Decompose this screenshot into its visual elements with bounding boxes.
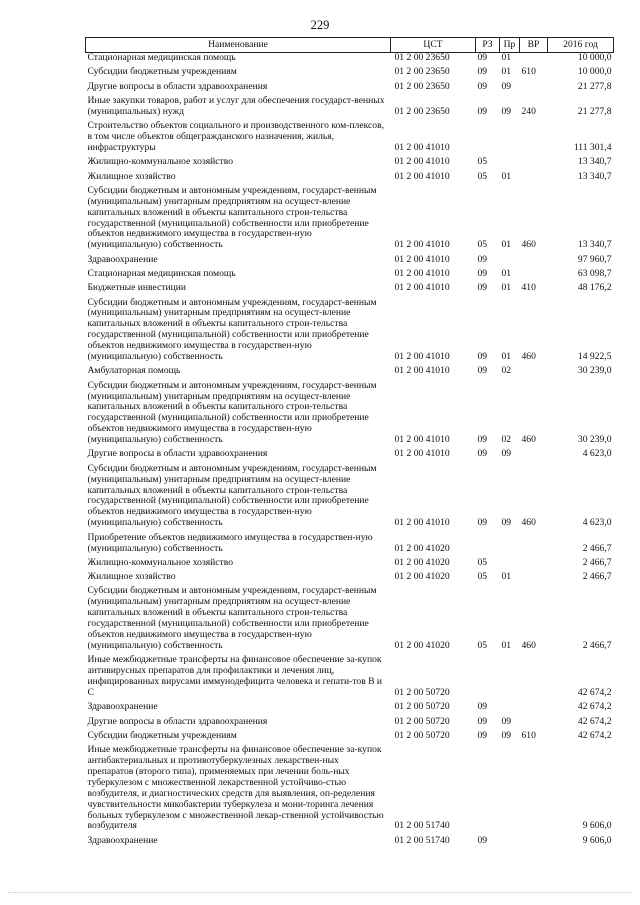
- cell-vr: 610: [521, 67, 536, 78]
- cell-name: Иные межбюджетные трансферты на финансовое обеспечение за-купок антивирусных препаратов для профилактики и лечения лиц, инфицированных вирусами иммунодефицита человека и гепати-тов В и С: [87, 655, 383, 698]
- cell-vr: [520, 366, 548, 380]
- cell-rz: 09: [477, 52, 488, 63]
- cell-pr: 09: [501, 517, 512, 529]
- cell-rz: 09: [477, 730, 488, 741]
- table-body: [86, 53, 614, 851]
- cell-sum: 21 277,8: [577, 105, 612, 117]
- cell-sum: 9 606,0: [582, 820, 612, 832]
- cell-cst: 01 2 00 23650: [394, 81, 450, 92]
- cell-pr: 01: [501, 572, 512, 583]
- cell-sum: 2 466,7: [582, 557, 612, 568]
- cell-vr: [520, 558, 548, 572]
- cell-pr: 02: [501, 366, 512, 377]
- cell-sum: 42 674,2: [577, 686, 612, 698]
- table-row: [86, 121, 614, 157]
- cell-rz: 09: [477, 81, 488, 92]
- cell-name: Иные закупки товаров, работ и услуг для обеспечения государст-венных (муниципальных) нужд: [87, 95, 385, 117]
- cell-sum: 14 922,5: [577, 351, 612, 363]
- cell-pr: [500, 255, 520, 269]
- cell-rz: [476, 655, 500, 702]
- cell-pr: 09: [501, 81, 512, 92]
- cell-sum: 10 000,0: [577, 67, 612, 78]
- cell-name: Амбулаторная помощь: [87, 366, 181, 377]
- cell-pr: [500, 121, 520, 157]
- cell-vr: [520, 572, 548, 586]
- table-row: [86, 586, 614, 655]
- cell-sum: 13 340,7: [577, 239, 612, 251]
- cell-rz: 09: [477, 434, 488, 446]
- table-row: [86, 96, 614, 121]
- cell-name: Субсидии бюджетным и автономным учреждениям, государст-венным (муниципальным) унитарным предприятиям на осущест-вление капитальных вложений в объекты капитального строи-тельства государственной (муниципальной) собственности или приобретение объектов недвижимого имущества в государствен-ную (муниципальную) собственность: [87, 185, 377, 251]
- cell-rz: 09: [477, 366, 488, 377]
- cell-vr: [520, 82, 548, 96]
- cell-rz: 09: [477, 254, 488, 265]
- cell-pr: [500, 533, 520, 558]
- cell-vr: [520, 121, 548, 157]
- cell-pr: [500, 745, 520, 836]
- scan-edge-divider: [8, 892, 632, 894]
- cell-cst: 01 2 00 41010: [394, 434, 450, 446]
- cell-rz: [476, 745, 500, 836]
- cell-pr: 01: [501, 268, 512, 279]
- cell-vr: 610: [521, 730, 536, 741]
- cell-pr: 01: [501, 67, 512, 78]
- cell-sum: 30 239,0: [577, 434, 612, 446]
- cell-vr: 410: [521, 283, 536, 294]
- cell-sum: 2 466,7: [582, 572, 612, 583]
- cell-cst: 01 2 00 41010: [394, 449, 450, 460]
- table-row: [86, 836, 614, 850]
- cell-name: Субсидии бюджетным учреждениям: [87, 730, 237, 741]
- cell-cst: 01 2 00 41020: [394, 557, 450, 568]
- cell-name: Другие вопросы в области здравоохранения: [87, 716, 268, 727]
- cell-rz: 09: [477, 283, 488, 294]
- cell-name: Стационарная медицинская помощь: [87, 52, 236, 63]
- table-row: [86, 157, 614, 171]
- cell-sum: 4 623,0: [582, 517, 612, 529]
- cell-vr: [520, 655, 548, 702]
- table-row: [86, 172, 614, 186]
- cell-sum: 13 340,7: [577, 171, 612, 182]
- cell-sum: 9 606,0: [582, 835, 612, 846]
- cell-vr: [520, 836, 548, 850]
- header-rz: РЗ: [476, 38, 500, 53]
- cell-sum: 48 176,2: [577, 283, 612, 294]
- table-row: [86, 533, 614, 558]
- cell-cst: 01 2 00 50720: [394, 686, 450, 698]
- cell-pr: 01: [501, 639, 512, 651]
- cell-pr: 02: [501, 434, 512, 446]
- cell-cst: 01 2 00 41010: [394, 351, 450, 363]
- cell-sum: 42 674,2: [577, 702, 612, 713]
- table-row: [86, 186, 614, 255]
- cell-sum: 21 277,8: [577, 81, 612, 92]
- cell-cst: 01 2 00 50720: [394, 716, 450, 727]
- cell-rz: 09: [477, 716, 488, 727]
- cell-pr: 01: [501, 351, 512, 363]
- header-name: Наименование: [86, 38, 391, 53]
- cell-rz: 05: [477, 639, 488, 651]
- cell-vr: 460: [521, 639, 536, 651]
- budget-table: [85, 37, 614, 850]
- header-cst: ЦСТ: [391, 38, 476, 53]
- cell-sum: 2 466,7: [582, 639, 612, 651]
- cell-sum: 63 098,7: [577, 268, 612, 279]
- cell-vr: [520, 533, 548, 558]
- cell-vr: [520, 717, 548, 731]
- cell-name: Строительство объектов социального и производственного ком-плексов, в том числе объектов общегражданского назначения, жилья, инфраструктуры: [87, 121, 384, 153]
- table-row: [86, 717, 614, 731]
- cell-vr: [520, 269, 548, 283]
- cell-cst: 01 2 00 41010: [394, 283, 450, 294]
- table-row: [86, 655, 614, 702]
- cell-cst: 01 2 00 41010: [394, 157, 450, 168]
- cell-rz: 09: [477, 105, 488, 117]
- table-row: [86, 298, 614, 367]
- cell-rz: 05: [477, 572, 488, 583]
- cell-rz: 05: [477, 171, 488, 182]
- cell-name: Субсидии бюджетным и автономным учреждениям, государст-венным (муниципальным) унитарным предприятиям на осущест-вление капитальных вложений в объекты капитального строи-тельства государственной (муниципальной) собственности или приобретение объектов недвижимого имущества в государствен-ную (муниципальную) собственность: [87, 380, 377, 446]
- cell-name: Жилищное хозяйство: [87, 572, 176, 583]
- cell-name: Другие вопросы в области здравоохранения: [87, 449, 268, 460]
- cell-sum: 4 623,0: [582, 449, 612, 460]
- cell-name: Субсидии бюджетным учреждениям: [87, 67, 237, 78]
- cell-rz: 09: [477, 351, 488, 363]
- table-row: [86, 67, 614, 81]
- cell-cst: 01 2 00 41010: [394, 366, 450, 377]
- page-number: 229: [310, 18, 330, 32]
- table-header: [86, 38, 614, 53]
- cell-vr: [520, 157, 548, 171]
- cell-rz: 09: [477, 449, 488, 460]
- cell-rz: [476, 533, 500, 558]
- table-row: [86, 53, 614, 68]
- cell-cst: 01 2 00 23650: [394, 67, 450, 78]
- cell-sum: 111 301,4: [573, 141, 612, 153]
- cell-pr: 09: [501, 730, 512, 741]
- cell-pr: [500, 655, 520, 702]
- cell-rz: 09: [477, 67, 488, 78]
- cell-vr: [520, 745, 548, 836]
- table-row: [86, 731, 614, 745]
- cell-sum: 42 674,2: [577, 716, 612, 727]
- cell-name: Жилищно-коммунальное хозяйство: [87, 157, 234, 168]
- cell-cst: 01 2 00 41010: [394, 254, 450, 265]
- cell-cst: 01 2 00 41020: [394, 639, 450, 651]
- cell-pr: [500, 836, 520, 850]
- table-row: [86, 366, 614, 380]
- cell-pr: 09: [501, 449, 512, 460]
- header-vr: ВР: [520, 38, 548, 53]
- cell-cst: 01 2 00 50720: [394, 702, 450, 713]
- cell-pr: 01: [501, 283, 512, 294]
- cell-cst: 01 2 00 50720: [394, 730, 450, 741]
- cell-cst: 01 2 00 41020: [394, 572, 450, 583]
- table-row: [86, 464, 614, 533]
- cell-name: Субсидии бюджетным и автономным учреждениям, государст-венным (муниципальным) унитарным предприятиям на осущест-вление капитальных вложений в объекты капитального строи-тельства государственной (муниципальной) собственности или приобретение объектов недвижимого имущества в государствен-ную (муниципальную) собственность: [87, 297, 377, 363]
- cell-pr: 09: [501, 716, 512, 727]
- cell-sum: 13 340,7: [577, 157, 612, 168]
- cell-name: Субсидии бюджетным и автономным учреждениям, государст-венным (муниципальным) унитарным предприятиям на осущест-вление капитальных вложений в объекты капитального строи-тельства государственной (муниципальной) собственности или приобретение объектов недвижимого имущества в государствен-ную (муниципальную) собственность: [87, 586, 377, 651]
- cell-pr: 01: [501, 52, 512, 63]
- table-row: [86, 449, 614, 463]
- cell-vr: [520, 53, 548, 68]
- cell-sum: 42 674,2: [577, 730, 612, 741]
- cell-sum: 2 466,7: [582, 542, 612, 554]
- cell-rz: 05: [477, 239, 488, 251]
- cell-cst: 01 2 00 41010: [394, 268, 450, 279]
- cell-cst: 01 2 00 41010: [394, 239, 450, 251]
- cell-sum: 10 000,0: [577, 52, 612, 63]
- cell-cst: 01 2 00 41010: [394, 171, 450, 182]
- cell-vr: [520, 255, 548, 269]
- cell-rz: 09: [477, 268, 488, 279]
- cell-name: Стационарная медицинская помощь: [87, 268, 236, 279]
- cell-name: Здравоохранение: [87, 254, 158, 265]
- cell-vr: [520, 172, 548, 186]
- table-row: [86, 381, 614, 450]
- header-sum: 2016 год: [548, 38, 614, 53]
- cell-pr: 09: [501, 105, 512, 117]
- table-row: [86, 255, 614, 269]
- table-row: [86, 702, 614, 716]
- cell-name: Здравоохранение: [87, 702, 158, 713]
- cell-cst: 01 2 00 41010: [394, 141, 450, 153]
- cell-cst: 01 2 00 41010: [394, 517, 450, 529]
- cell-sum: 30 239,0: [577, 366, 612, 377]
- cell-name: Бюджетные инвестиции: [87, 283, 186, 294]
- table-row: [86, 82, 614, 96]
- cell-vr: 240: [521, 105, 536, 117]
- cell-cst: 01 2 00 51740: [394, 835, 450, 846]
- cell-name: Иные межбюджетные трансферты на финансовое обеспечение за-купок антибактериальных и противотуберкулезных лекарствен-ных препаратов (второго типа), применяемых при лечении боль-ных туберкулезом с множественной лекарственной устойчиво-стью возбудителя, и диагностических средств для выявления, оп-ределения чувствительности микобактерии туберкулеза и мони-торинга лечения больных туберкулезом с множественной лекар-ственной устойчивостью возбудителя: [87, 745, 384, 832]
- header-pr: Пр: [500, 38, 520, 53]
- cell-rz: 09: [477, 702, 488, 713]
- cell-vr: 460: [521, 517, 536, 529]
- cell-rz: 05: [477, 557, 488, 568]
- cell-rz: 05: [477, 157, 488, 168]
- cell-pr: [500, 702, 520, 716]
- cell-cst: 01 2 00 51740: [394, 820, 450, 832]
- table-row: [86, 558, 614, 572]
- cell-cst: 01 2 00 23650: [394, 52, 450, 63]
- cell-vr: 460: [521, 351, 536, 363]
- cell-name: Жилищное хозяйство: [87, 171, 176, 182]
- cell-rz: 09: [477, 835, 488, 846]
- cell-name: Жилищно-коммунальное хозяйство: [87, 557, 234, 568]
- cell-name: Приобретение объектов недвижимого имущества в государствен-ную (муниципальную) собственность: [87, 532, 373, 554]
- cell-pr: 01: [501, 171, 512, 182]
- cell-rz: [476, 121, 500, 157]
- table-row: [86, 269, 614, 283]
- cell-pr: [500, 157, 520, 171]
- cell-vr: [520, 702, 548, 716]
- cell-sum: 97 960,7: [577, 254, 612, 265]
- table-row: [86, 572, 614, 586]
- cell-name: Другие вопросы в области здравоохранения: [87, 81, 268, 92]
- table-row: [86, 283, 614, 297]
- cell-pr: [500, 558, 520, 572]
- cell-cst: 01 2 00 41020: [394, 542, 450, 554]
- cell-rz: 09: [477, 517, 488, 529]
- cell-pr: 01: [501, 239, 512, 251]
- cell-cst: 01 2 00 23650: [394, 105, 450, 117]
- cell-name: Здравоохранение: [87, 835, 158, 846]
- cell-vr: 460: [521, 239, 536, 251]
- cell-vr: [520, 449, 548, 463]
- cell-name: Субсидии бюджетным и автономным учреждениям, государст-венным (муниципальным) унитарным предприятиям на осущест-вление капитальных вложений в объекты капитального строи-тельства государственной (муниципальной) собственности или приобретение объектов недвижимого имущества в государствен-ную (муниципальную) собственность: [87, 463, 377, 529]
- cell-vr: 460: [521, 434, 536, 446]
- table-row: [86, 745, 614, 836]
